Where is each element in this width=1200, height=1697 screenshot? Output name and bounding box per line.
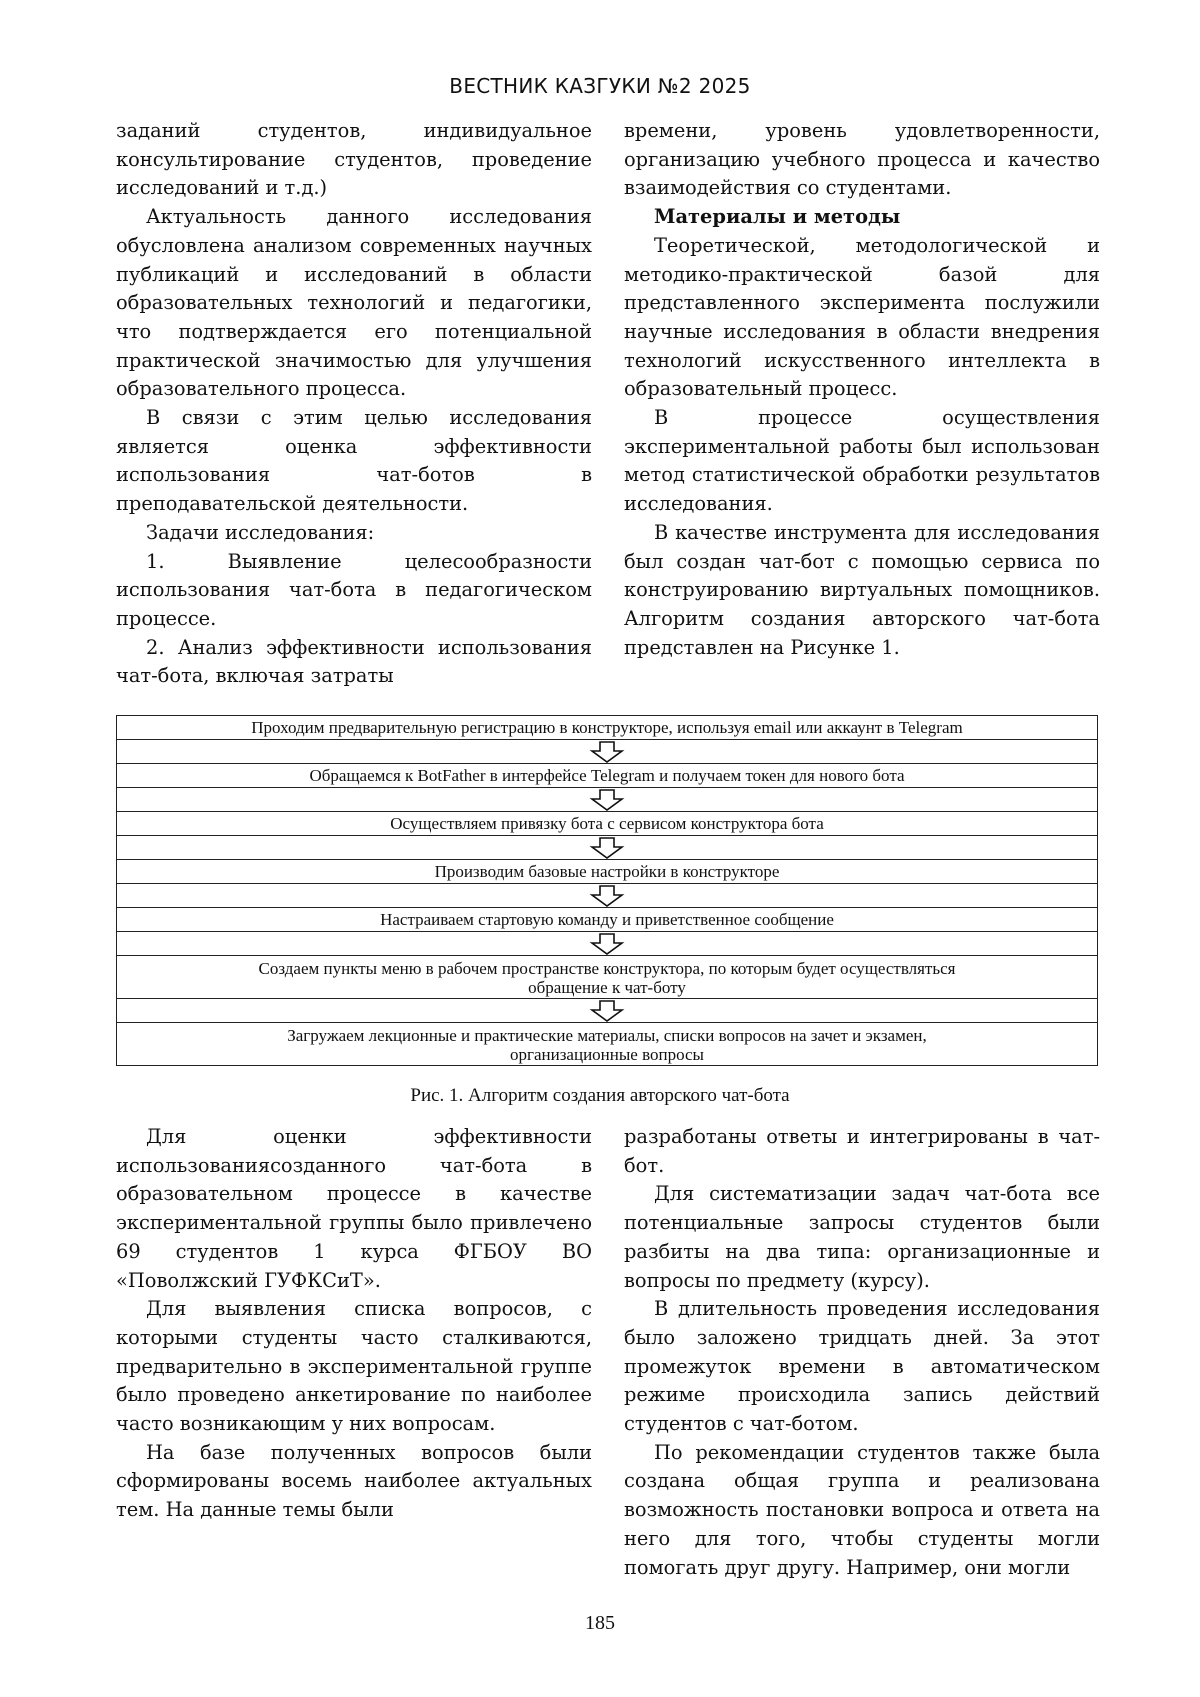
down-arrow-icon [589,1000,625,1022]
column-bottom-right [624,1123,1100,1582]
flow-connector [117,932,1097,956]
paragraph: заданий студентов, индивидуальное консультирование студентов, проведение исследований и т.д.) [116,119,592,200]
paragraph: По рекомендации студентов также была создана общая группа и реализована возможность постановки вопроса и ответа на него для того, чтобы студенты могли помогать друг другу. Например, они могли [624,1440,1100,1579]
column-top-right [624,117,1100,662]
flow-step: Осуществляем привязку бота с сервисом конструктора бота [117,812,1097,836]
down-arrow-icon [589,741,625,763]
list-item: 2. Анализ эффективности использования чат-бота, включая затраты [116,635,592,688]
flow-connector [117,884,1097,908]
paragraph: В длительность проведения исследования было заложено тридцать дней. За этот промежуток времени в автоматическом режиме происходила запись действий студентов с чат-ботом. [624,1297,1100,1436]
flowchart-figure [116,715,1098,1066]
flow-step: Настраиваем стартовую команду и приветственное сообщение [117,908,1097,932]
flow-step: Создаем пункты меню в рабочем пространстве конструктора, по которым будет осуществляться обращение к чат-боту [117,956,1097,999]
flow-connector [117,836,1097,860]
column-bottom-left [116,1123,592,1525]
flow-connector [117,740,1097,764]
flow-step: Проходим предварительную регистрацию в конструкторе, используя email или аккаунт в Telegram [117,716,1097,740]
flow-connector [117,999,1097,1023]
paragraph: Теоретической, методологической и методико-практической базой для представленного эксперимента послужили научные исследования в области внедрения технологий искусственного интеллекта в образовательный процесс. [624,233,1100,401]
paragraph: Задачи исследования: [146,520,375,544]
paragraph: Для систематизации задач чат-бота все потенциальные запросы студентов были разбиты на два типа: организационные и вопросы по предмету (курсу). [624,1182,1100,1292]
down-arrow-icon [589,789,625,811]
page-number: 185 [585,1612,615,1634]
down-arrow-icon [589,933,625,955]
journal-header: ВЕСТНИК КАЗГУКИ №2 2025 [449,74,751,98]
flow-step: Производим базовые настройки в конструкторе [117,860,1097,884]
paragraph: Актуальность данного исследования обусловлена анализом современных научных публикаций и исследований в области образовательных технологий и педагогики, что подтверждается его потенциальной практической значимостью для улучшения образовательного процесса. [116,205,592,401]
paragraph: В процессе осуществления экспериментальной работы был использован метод статистической обработки результатов исследования. [624,406,1100,516]
list-item: 1. Выявление целесообразности использования чат-бота в педагогическом процессе. [116,549,592,630]
paragraph: На базе полученных вопросов были сформированы восемь наиболее актуальных тем. На данные темы были [116,1440,592,1522]
paragraph: Для выявления списка вопросов, с которыми студенты часто сталкиваются, предварительно в экспериментальной группе было проведено анкетирование по наиболее часто возникающим у них вопросам. [116,1297,592,1436]
flow-step: Загружаем лекционные и практические материалы, списки вопросов на зачет и экзамен, организационные вопросы [287,1026,927,1064]
flow-connector [117,788,1097,812]
section-heading: Материалы и методы [654,205,901,229]
paragraph: времени, уровень удовлетворенности, организацию учебного процесса и качество взаимодействия со студентами. [624,119,1100,200]
paragraph: Для оценки эффективности использованиясозданного чат-бота в образовательном процессе в качестве экспериментальной группы было привлечено 69 студентов 1 курса ФГБОУ ВО «Поволжский ГУФКСиТ». [116,1125,592,1292]
paragraph: В связи с этим целью исследования является оценка эффективности использования чат-ботов в преподавательской деятельности. [116,406,592,516]
down-arrow-icon [589,885,625,907]
figure-caption: Рис. 1. Алгоритм создания авторского чат-бота [410,1085,790,1106]
down-arrow-icon [589,837,625,859]
paragraph: В качестве инструмента для исследования был создан чат-бот с помощью сервиса по конструированию виртуальных помощников. Алгоритм создания авторского чат-бота представлен на Рисунке 1. [624,520,1100,659]
paragraph: разработаны ответы и интегрированы в чат-бот. [624,1125,1100,1177]
column-top-left [116,117,592,691]
flow-step: Обращаемся к BotFather в интерфейсе Telegram и получаем токен для нового бота [117,764,1097,788]
